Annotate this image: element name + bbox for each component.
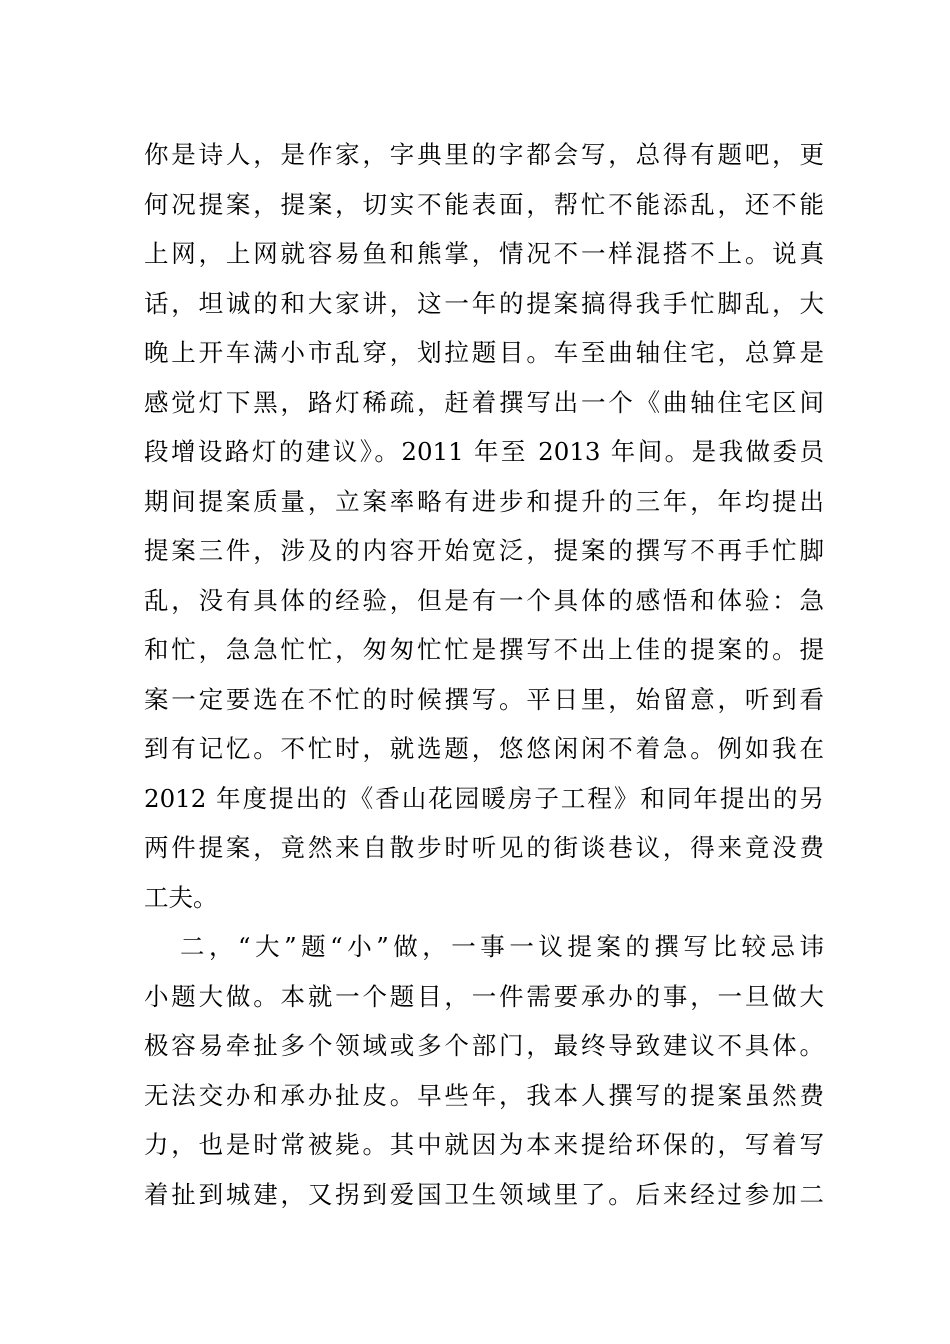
text-line-13: 到有记忆。不忙时，就选题，悠悠闲闲不着急。例如我在 bbox=[144, 734, 824, 763]
text-line-18: 小题大做。本就一个题目，一件需要承办的事，一旦做大 bbox=[144, 981, 824, 1011]
text-line-7: 段增设路灯的建议》。2011 年至 2013 年间。是我做委员 bbox=[144, 437, 824, 466]
body-text bbox=[144, 130, 824, 1219]
text-line-22: 着扯到城建，又拐到爱国卫生领域里了。后来经过参加二 bbox=[144, 1179, 824, 1209]
text-line-17: 二，“大”题“小”做，一事一议提案的撰写比较忌讳 bbox=[180, 932, 824, 961]
text-line-12: 案一定要选在不忙的时候撰写。平日里，始留意，听到看 bbox=[144, 684, 824, 714]
text-line-1: 你是诗人，是作家，字典里的字都会写，总得有题吧，更 bbox=[144, 140, 824, 169]
text-line-3: 上网，上网就容易鱼和熊掌，情况不一样混搭不上。说真 bbox=[144, 239, 824, 268]
text-line-19: 极容易牵扯多个领域或多个部门，最终导致建议不具体。 bbox=[144, 1031, 824, 1060]
text-line-20: 无法交办和承办扯皮。早些年，我本人撰写的提案虽然费 bbox=[144, 1080, 824, 1110]
text-line-4: 话，坦诚的和大家讲，这一年的提案搞得我手忙脚乱，大 bbox=[144, 288, 824, 318]
text-line-5: 晚上开车满小市乱穿，划拉题目。车至曲轴住宅，总算是 bbox=[144, 338, 824, 367]
text-line-14: 2012 年度提出的《香山花园暖房子工程》和同年提出的另 bbox=[144, 783, 824, 813]
text-line-11: 和忙，急急忙忙，匆匆忙忙是撰写不出上佳的提案的。提 bbox=[144, 635, 824, 664]
text-line-15: 两件提案，竟然来自散步时听见的街谈巷议，得来竟没费 bbox=[144, 833, 824, 862]
text-line-9: 提案三件，涉及的内容开始宽泛，提案的撰写不再手忙脚 bbox=[144, 536, 824, 565]
text-line-21: 力，也是时常被毙。其中就因为本来提给环保的，写着写 bbox=[144, 1130, 824, 1159]
text-line-10: 乱，没有具体的经验，但是有一个具体的感悟和体验：急 bbox=[144, 585, 824, 615]
text-line-6: 感觉灯下黑，路灯稀疏，赶着撰写出一个《曲轴住宅区间 bbox=[144, 387, 824, 417]
text-line-8: 期间提案质量，立案率略有进步和提升的三年，年均提出 bbox=[144, 486, 824, 516]
text-line-16: 工夫。 bbox=[144, 882, 218, 912]
text-line-2: 何况提案，提案，切实不能表面，帮忙不能添乱，还不能 bbox=[144, 189, 824, 219]
